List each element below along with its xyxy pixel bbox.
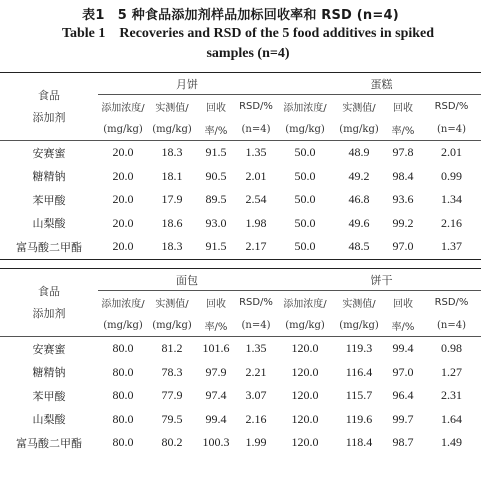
cell-value: 18.3 — [161, 145, 183, 160]
cell-value: 0.99 — [441, 168, 462, 183]
col-header-added: 添加浓度/ — [283, 299, 327, 311]
group-header-right: 饼干 — [276, 269, 481, 291]
col-header-rsd: RSD/% — [434, 297, 469, 309]
table-row — [0, 337, 481, 361]
unit-rsd: (n=4) — [437, 123, 466, 135]
cell-value: 20.0 — [112, 239, 134, 254]
table-row — [0, 431, 481, 455]
additive-name: 糖精钠 — [32, 366, 66, 380]
group-header-left: 面包 — [98, 269, 276, 291]
cell-value: 96.4 — [392, 388, 414, 403]
cell-value: 120.0 — [291, 364, 319, 379]
additive-name: 富马酸二甲酯 — [16, 436, 82, 450]
cell-value: 2.54 — [245, 192, 267, 207]
table-row — [0, 212, 481, 236]
unit-recovery: 率/% — [391, 321, 415, 333]
col-header-recovery: 回收 — [393, 299, 413, 311]
group-header-right: 蛋糕 — [276, 73, 481, 95]
cell-value: 50.0 — [294, 239, 316, 254]
row-label-header — [0, 269, 98, 337]
cell-value: 2.31 — [441, 388, 462, 403]
cell-value: 120.0 — [291, 435, 319, 450]
unit-rsd: (n=4) — [241, 123, 271, 135]
cell-value: 99.2 — [392, 215, 414, 230]
additive-name: 山梨酸 — [32, 413, 66, 427]
group-header-row — [0, 269, 481, 291]
cell-value: 20.0 — [112, 215, 134, 230]
row-label-line1: 食品 — [38, 284, 60, 298]
cell-value: 2.16 — [245, 411, 267, 426]
col-header-recovery: 回收 — [206, 299, 226, 311]
cell-value: 2.01 — [441, 145, 462, 160]
cell-value: 98.7 — [392, 435, 414, 450]
unit-found: (mg/kg) — [339, 123, 379, 135]
col-header-found: 实测值/ — [155, 103, 189, 115]
table-row — [0, 361, 481, 385]
cell-value: 20.0 — [112, 168, 134, 183]
additive-name: 苯甲酸 — [32, 389, 66, 403]
unit-found: (mg/kg) — [152, 319, 192, 331]
cell-value: 2.01 — [245, 168, 267, 183]
cell-value: 49.6 — [348, 215, 370, 230]
additive-name: 富马酸二甲酯 — [16, 240, 82, 254]
col-header-found: 实测值/ — [155, 299, 189, 311]
cell-value: 50.0 — [294, 215, 316, 230]
table-row — [0, 384, 481, 408]
cell-value: 80.0 — [112, 364, 134, 379]
cell-value: 80.0 — [112, 435, 134, 450]
table-row — [0, 165, 481, 189]
cell-value: 100.3 — [202, 435, 230, 450]
unit-found: (mg/kg) — [152, 123, 192, 135]
cell-value: 115.7 — [345, 388, 373, 403]
table-title-english-line2: samples (n=4) — [206, 46, 290, 61]
cell-value: 80.0 — [112, 388, 134, 403]
group-header-row — [0, 73, 481, 95]
cell-value: 120.0 — [291, 388, 319, 403]
col-header-found: 实测值/ — [342, 103, 376, 115]
row-label-line2: 添加剂 — [32, 306, 66, 320]
cell-value: 93.6 — [392, 192, 414, 207]
cell-value: 97.8 — [392, 145, 414, 160]
row-label-header — [0, 73, 98, 141]
cell-value: 46.8 — [348, 192, 370, 207]
cell-value: 18.3 — [161, 239, 183, 254]
cell-value: 120.0 — [291, 341, 319, 356]
col-header-recovery: 回收 — [393, 103, 413, 115]
cell-value: 1.64 — [441, 411, 462, 426]
cell-value: 79.5 — [161, 411, 183, 426]
table-bread-biscuit — [0, 268, 481, 455]
cell-value: 118.4 — [345, 435, 373, 450]
cell-value: 1.37 — [441, 239, 462, 254]
table-row — [0, 408, 481, 432]
cell-value: 98.4 — [392, 168, 414, 183]
additive-name: 山梨酸 — [32, 217, 66, 231]
cell-value: 1.27 — [441, 364, 462, 379]
cell-value: 1.35 — [245, 145, 267, 160]
cell-value: 116.4 — [345, 364, 373, 379]
additive-name: 苯甲酸 — [32, 193, 66, 207]
cell-value: 20.0 — [112, 145, 134, 160]
row-label-line1: 食品 — [38, 88, 60, 102]
unit-rsd: (n=4) — [437, 319, 466, 331]
col-header-rsd: RSD/% — [434, 101, 469, 113]
cell-value: 2.17 — [245, 239, 267, 254]
cell-value: 18.1 — [161, 168, 183, 183]
cell-value: 89.5 — [205, 192, 227, 207]
col-header-rsd: RSD/% — [239, 101, 273, 113]
additive-name: 安赛蜜 — [32, 342, 66, 356]
table-title-english-line1: Table 1 Recoveries and RSD of the 5 food additives in spiked — [61, 26, 435, 41]
table-row — [0, 235, 481, 259]
group-header-left: 月饼 — [98, 73, 276, 95]
cell-value: 90.5 — [205, 168, 227, 183]
cell-value: 97.4 — [205, 388, 227, 403]
unit-rsd: (n=4) — [241, 319, 271, 331]
cell-value: 1.99 — [245, 435, 267, 450]
cell-value: 50.0 — [294, 168, 316, 183]
cell-value: 1.98 — [245, 215, 267, 230]
cell-value: 91.5 — [205, 145, 227, 160]
cell-value: 101.6 — [202, 341, 230, 356]
cell-value: 97.9 — [205, 364, 227, 379]
unit-added: (mg/kg) — [103, 123, 143, 135]
table-title-english — [28, 24, 468, 64]
table-row — [0, 188, 481, 212]
cell-value: 50.0 — [294, 145, 316, 160]
cell-value: 1.49 — [441, 435, 462, 450]
cell-value: 99.4 — [392, 341, 414, 356]
cell-value: 20.0 — [112, 192, 134, 207]
unit-recovery: 率/% — [204, 321, 228, 333]
cell-value: 1.34 — [441, 192, 462, 207]
unit-added: (mg/kg) — [285, 319, 325, 331]
cell-value: 80.2 — [161, 435, 183, 450]
cell-value: 78.3 — [161, 364, 183, 379]
row-label-line2: 添加剂 — [32, 110, 66, 124]
col-header-recovery: 回收 — [206, 103, 226, 115]
cell-value: 80.0 — [112, 411, 134, 426]
cell-value: 81.2 — [161, 341, 183, 356]
cell-value: 80.0 — [112, 341, 134, 356]
cell-value: 48.5 — [348, 239, 370, 254]
cell-value: 99.4 — [205, 411, 227, 426]
cell-value: 18.6 — [161, 215, 183, 230]
unit-recovery: 率/% — [391, 125, 415, 137]
table-mooncake-cake — [0, 72, 481, 260]
unit-recovery: 率/% — [204, 125, 228, 137]
cell-value: 3.07 — [245, 388, 267, 403]
cell-value: 2.16 — [441, 215, 462, 230]
cell-value: 119.6 — [345, 411, 373, 426]
col-header-rsd: RSD/% — [239, 297, 273, 309]
col-header-added: 添加浓度/ — [101, 299, 145, 311]
cell-value: 119.3 — [345, 341, 373, 356]
cell-value: 1.35 — [245, 341, 267, 356]
cell-value: 49.2 — [348, 168, 370, 183]
col-header-found: 实测值/ — [342, 299, 376, 311]
additive-name: 安赛蜜 — [32, 146, 66, 160]
cell-value: 93.0 — [205, 215, 227, 230]
cell-value: 120.0 — [291, 411, 319, 426]
additive-name: 糖精钠 — [32, 170, 66, 184]
cell-value: 48.9 — [348, 145, 370, 160]
table-row — [0, 141, 481, 165]
unit-added: (mg/kg) — [285, 123, 325, 135]
cell-value: 2.21 — [245, 364, 267, 379]
cell-value: 97.0 — [392, 239, 414, 254]
cell-value: 50.0 — [294, 192, 316, 207]
cell-value: 99.7 — [392, 411, 414, 426]
unit-added: (mg/kg) — [103, 319, 143, 331]
cell-value: 17.9 — [161, 192, 183, 207]
table-title-chinese: 表1 5 种食品添加剂样品加标回收率和 RSD (n=4) — [82, 8, 399, 23]
cell-value: 77.9 — [161, 388, 183, 403]
col-header-added: 添加浓度/ — [283, 103, 327, 115]
col-header-added: 添加浓度/ — [101, 103, 145, 115]
unit-found: (mg/kg) — [339, 319, 379, 331]
cell-value: 91.5 — [205, 239, 227, 254]
cell-value: 97.0 — [392, 364, 414, 379]
cell-value: 0.98 — [441, 341, 462, 356]
